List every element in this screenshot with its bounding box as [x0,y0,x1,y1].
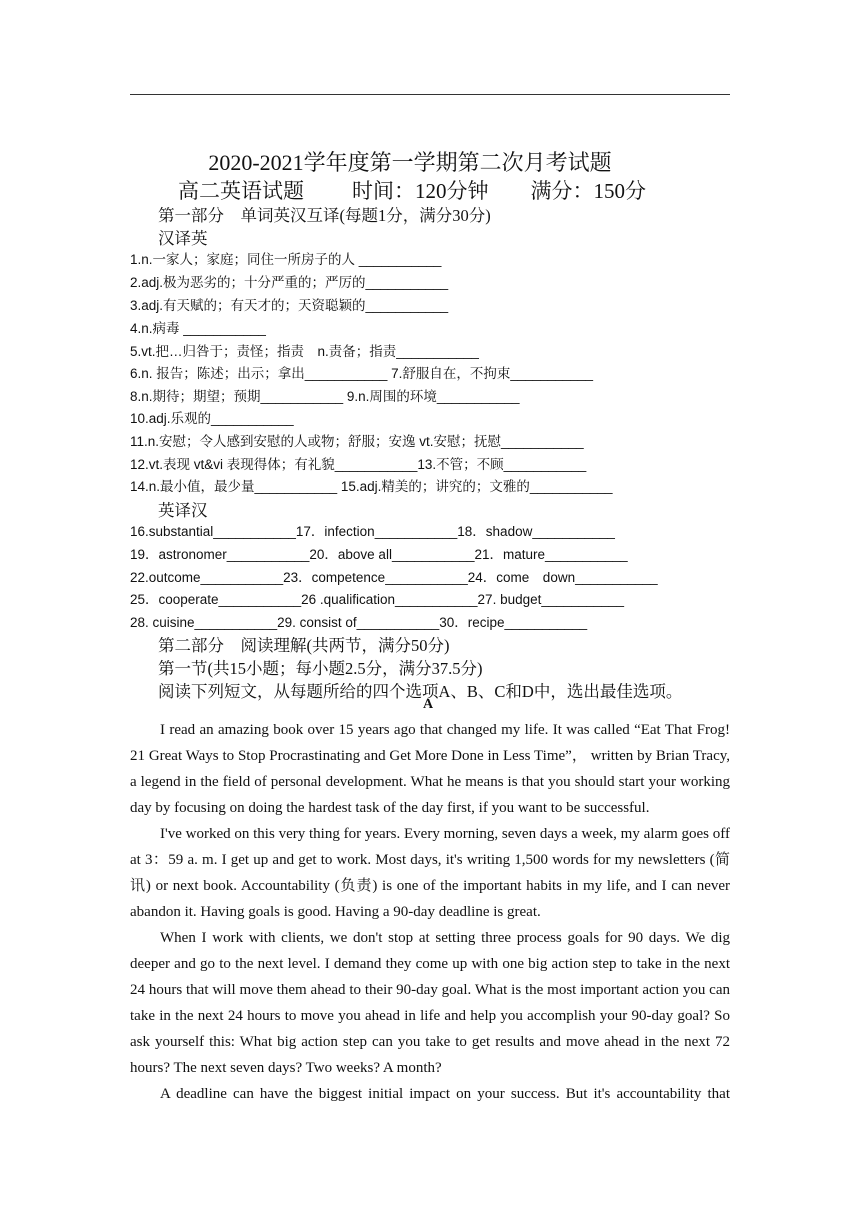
vocab-item: 6.n. 报告；陈述；出示；拿出___________ 7.舒服自在，不拘束___________ [130,366,593,381]
subject-label: 高二英语试题 [178,179,304,203]
vocab-item: 1.n.一家人；家庭；同住一所房子的人 ___________ [130,252,442,267]
part1-heading: 第一部分 单词英汉互译(每题1分，满分30分) [158,206,491,225]
vocab-item: 25．cooperate___________26 .qualification___________27. budget___________ [130,592,624,607]
part2-heading: 第二部分 阅读理解(共两节，满分50分) [158,636,450,655]
vocab-item: 2.adj.极为恶劣的；十分严重的；严厉的___________ [130,275,449,290]
vocab-item: 11.n.安慰；令人感到安慰的人或物；舒服；安逸 vt.安慰；抚慰___________ [130,434,584,449]
time-label: 时间：120分钟 [352,179,489,203]
vocab-item: 5.vt.把…归咎于；责怪；指责 n.责备；指责___________ [130,344,479,359]
header-rule [130,94,730,95]
vocab-item: 28. cuisine___________29. consist of___________30．recipe___________ [130,615,588,630]
passage-paragraph: A deadline can have the biggest initial impact on your success. But it's accountability that [160,1086,730,1102]
passage-label: A [422,697,434,712]
vocab-item: 8.n.期待；期望；预期___________ 9.n.周围的环境___________ [130,389,520,404]
vocab-item: 12.vt.表现 vt&vi 表现得体；有礼貌___________13.不管；不顾___________ [130,457,587,472]
en-to-cn-heading: 英译汉 [158,501,208,520]
cn-to-en-heading: 汉译英 [158,229,208,248]
vocab-item: 19．astronomer___________20．above all___________21．mature___________ [130,547,628,562]
vocab-item: 4.n.病毒 ___________ [130,321,266,336]
vocab-item: 14.n.最小值，最少量___________ 15.adj.精美的；讲究的；文雅的___________ [130,479,613,494]
exam-title: 2020-2021学年度第一学期第二次月考试题 [208,150,612,175]
vocab-item: 10.adj.乐观的___________ [130,411,294,426]
section1-heading: 第一节(共15小题；每小题2.5分，满分37.5分) [158,659,483,678]
vocab-item: 16.substantial___________17．infection___________18．shadow___________ [130,524,615,539]
exam-subtitle [178,175,646,205]
passage-paragraph: When I work with clients, we don't stop at setting three process goals for 90 days. We dig deeper and go to the next level. I demand they come up with one big action step to take in the next 24 hours that will move them ahead to their 90-day goal. What is the most important action you can take in the next 24 hours to move you ahead in life and help you accomplish your 90-day goal? So ask yourself this: What big action step can you take to get results and move ahead in the next 72 hours? The next seven days? Two weeks? A month? [130,930,730,1076]
passage-paragraph: I read an amazing book over 15 years ago that changed my life. It was called “Eat That Frog! 21 Great Ways to Stop Procrastinating and Get More Done in Less Time”， written by Brian Tracy, a legend in the field of personal development. What he means is that you should start your working day by focusing on doing the hardest task of the day first, if you want to be successful. [130,722,730,816]
vocab-item: 3.adj.有天赋的；有天才的；天资聪颖的___________ [130,298,449,313]
passage-paragraph: I've worked on this very thing for years. Every morning, seven days a week, my alarm goes off at 3：59 a. m. I get up and get to work. Most days, it's writing 1,500 words for my newsletters (简讯) or next book. Accountability (负责) is one of the important habits in my life, and I can never abandon it. Having goals is good. Having a 90-day deadline is great. [130,826,730,920]
reading-instruction: 阅读下列短文，从每题所给的四个选项A、B、C和D中，选出最佳选项。 [158,682,683,701]
vocab-item: 22.outcome___________23．competence___________24．come down___________ [130,570,658,585]
score-label: 满分：150分 [530,179,646,203]
